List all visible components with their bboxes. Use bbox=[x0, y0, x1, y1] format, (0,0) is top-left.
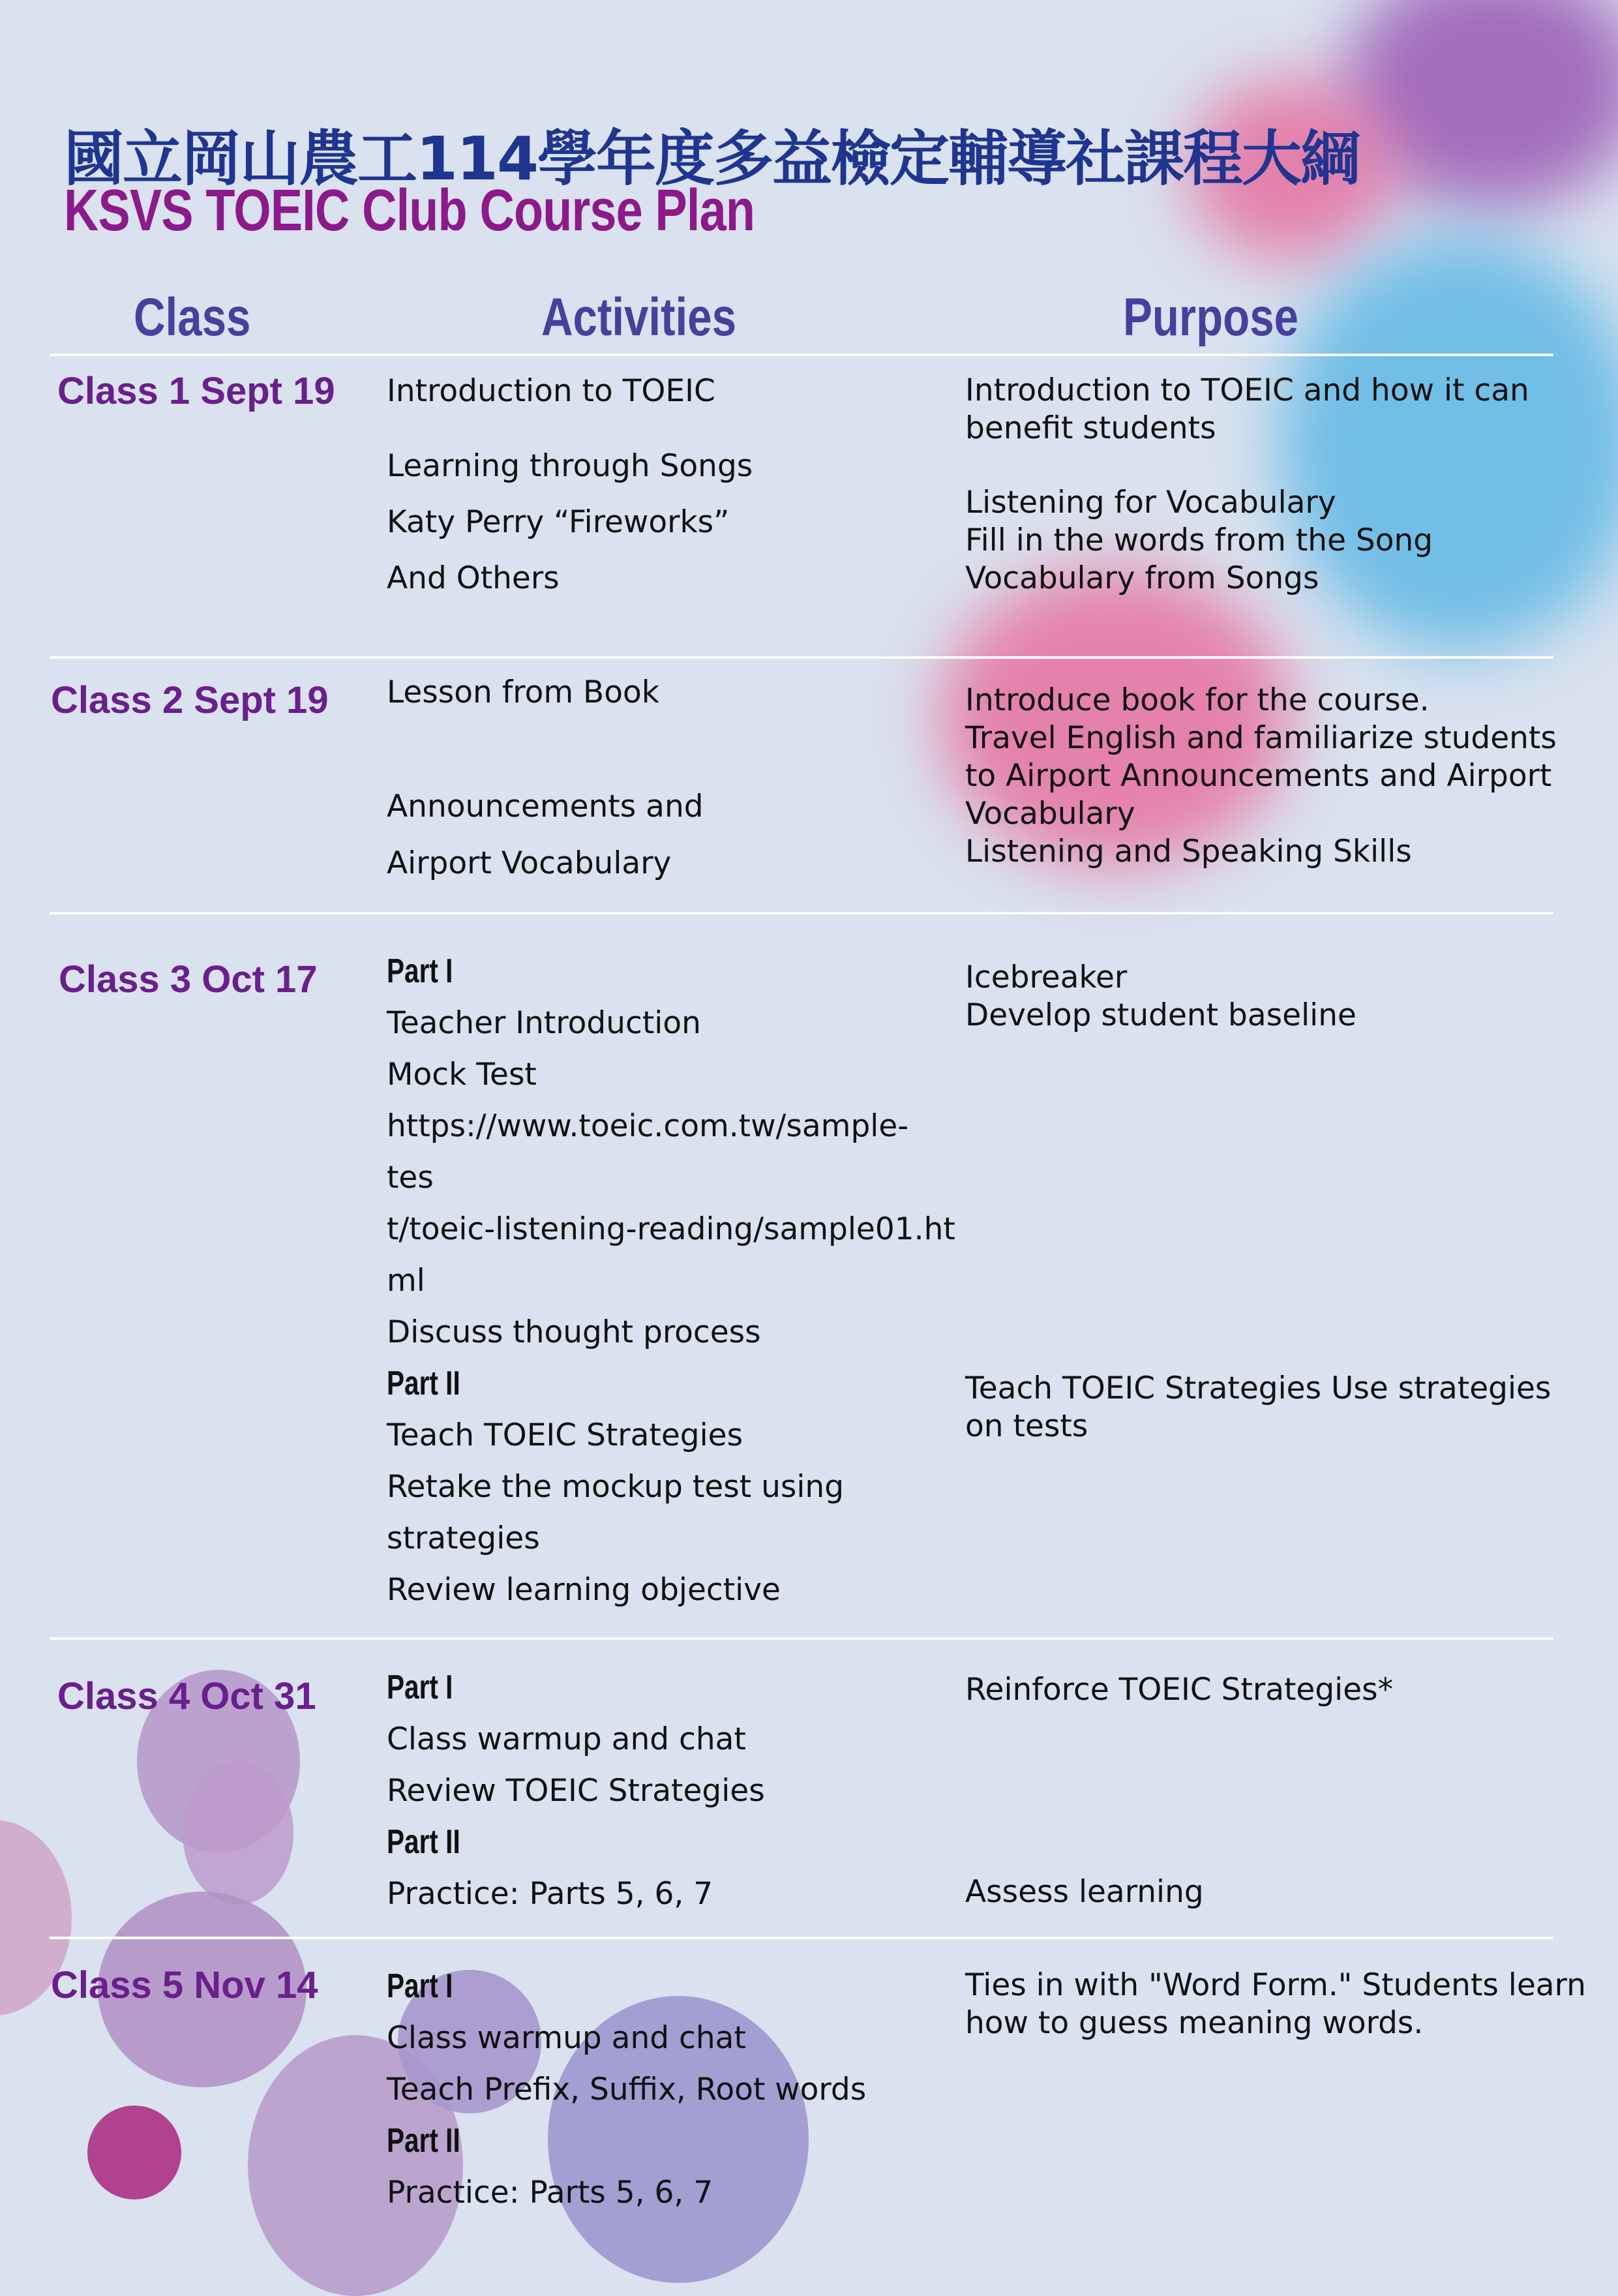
activity-line: Review learning objective bbox=[387, 1572, 781, 1608]
class-4-label: Class 4 Oct 31 bbox=[57, 1675, 316, 1717]
purpose-line: Vocabulary from Songs bbox=[965, 560, 1319, 596]
column-header-class: Class bbox=[134, 288, 251, 347]
activity-line: Lesson from Book bbox=[387, 674, 660, 710]
activity-line: Teach Prefix, Suffix, Root words bbox=[387, 2072, 867, 2107]
activity-line: Practice: Parts 5, 6, 7 bbox=[387, 2175, 713, 2211]
activity-line: ml bbox=[387, 1263, 425, 1299]
activity-line: And Others bbox=[387, 560, 560, 596]
activity-line: Airport Vocabulary bbox=[387, 845, 672, 881]
activity-line: Learning through Songs bbox=[387, 448, 753, 484]
part-heading: Part II bbox=[387, 1823, 460, 1861]
purpose-line: Fill in the words from the Song bbox=[965, 522, 1433, 558]
purpose-line: Develop student baseline bbox=[965, 997, 1356, 1033]
purpose-line: Assess learning bbox=[965, 1874, 1204, 1910]
purpose-line: on tests bbox=[965, 1408, 1088, 1444]
purpose-line: Introduce book for the course. bbox=[965, 682, 1430, 718]
purpose-line: Vocabulary bbox=[965, 796, 1135, 832]
row-divider bbox=[50, 656, 1553, 659]
activity-line: https://www.toeic.com.tw/sample- bbox=[387, 1108, 909, 1144]
activity-line: Teach TOEIC Strategies bbox=[387, 1417, 743, 1453]
class-5-activities bbox=[387, 1961, 866, 2218]
activity-line: Introduction to TOEIC bbox=[387, 373, 715, 409]
activity-line: Retake the mockup test using bbox=[387, 1469, 845, 1505]
part-heading: Part II bbox=[387, 1365, 460, 1402]
class-5-label: Class 5 Nov 14 bbox=[51, 1964, 318, 2006]
activity-line: Mock Test bbox=[387, 1057, 537, 1093]
class-1-activities bbox=[387, 365, 753, 604]
class-3-purpose-part2 bbox=[965, 1370, 1551, 1445]
activity-line: Announcements and bbox=[387, 789, 704, 824]
activity-line: Review TOEIC Strategies bbox=[387, 1773, 765, 1809]
activity-line: Practice: Parts 5, 6, 7 bbox=[387, 1876, 713, 1912]
purpose-line: Reinforce TOEIC Strategies* bbox=[965, 1672, 1394, 1708]
page-title-english: KSVS TOEIC Club Course Plan bbox=[64, 178, 755, 243]
class-1-purpose bbox=[965, 372, 1529, 597]
purpose-line: benefit students bbox=[965, 410, 1216, 446]
page-title-chinese: 國立岡山農工114學年度多益檢定輔導社課程大綱 bbox=[64, 124, 1360, 194]
class-2-purpose bbox=[965, 682, 1557, 871]
activity-line: tes bbox=[387, 1160, 434, 1196]
decor-blob-lilac-3 bbox=[183, 1761, 293, 1905]
purpose-line: how to guess meaning words. bbox=[965, 2005, 1424, 2041]
purpose-line: Travel English and familiarize students bbox=[965, 720, 1557, 756]
row-divider bbox=[50, 354, 1553, 356]
part-heading: Part I bbox=[387, 1967, 453, 2005]
column-header-activities: Activities bbox=[541, 288, 736, 347]
class-1-label: Class 1 Sept 19 bbox=[57, 370, 335, 412]
purpose-line: Listening for Vocabulary bbox=[965, 485, 1336, 521]
activity-line: Teacher Introduction bbox=[387, 1005, 701, 1041]
class-4-purpose-part2 bbox=[965, 1873, 1204, 1911]
activity-line: t/toeic-listening-reading/sample01.ht bbox=[387, 1211, 955, 1247]
purpose-line: Icebreaker bbox=[965, 959, 1128, 995]
purpose-line: to Airport Announcements and Airport bbox=[965, 758, 1552, 794]
purpose-line: Teach TOEIC Strategies Use strategies bbox=[965, 1370, 1551, 1406]
purpose-line: Ties in with "Word Form." Students learn bbox=[965, 1967, 1586, 2003]
class-4-purpose-part1 bbox=[965, 1671, 1393, 1709]
purpose-line: Introduction to TOEIC and how it can bbox=[965, 372, 1529, 408]
part-heading: Part I bbox=[387, 1669, 453, 1706]
activity-line: Class warmup and chat bbox=[387, 1721, 746, 1757]
row-divider bbox=[50, 1937, 1553, 1939]
activity-line: Katy Perry “Fireworks” bbox=[387, 504, 730, 540]
part-heading: Part I bbox=[387, 952, 453, 990]
class-2-activities bbox=[387, 667, 704, 889]
purpose-line: Listening and Speaking Skills bbox=[965, 834, 1412, 869]
activity-line: strategies bbox=[387, 1520, 540, 1556]
column-header-purpose: Purpose bbox=[1123, 288, 1299, 347]
activity-line: Discuss thought process bbox=[387, 1314, 761, 1350]
class-3-activities bbox=[387, 946, 955, 1616]
activity-line: Class warmup and chat bbox=[387, 2020, 746, 2056]
class-5-purpose bbox=[965, 1967, 1586, 2042]
class-4-activities bbox=[387, 1662, 765, 1920]
class-3-label: Class 3 Oct 17 bbox=[59, 958, 318, 1001]
class-2-label: Class 2 Sept 19 bbox=[51, 679, 329, 721]
row-divider bbox=[50, 912, 1553, 914]
decor-blob-magenta-dot bbox=[87, 2106, 181, 2199]
part-heading: Part II bbox=[387, 2122, 460, 2160]
class-3-purpose-part1 bbox=[965, 959, 1356, 1035]
row-divider bbox=[50, 1637, 1553, 1640]
